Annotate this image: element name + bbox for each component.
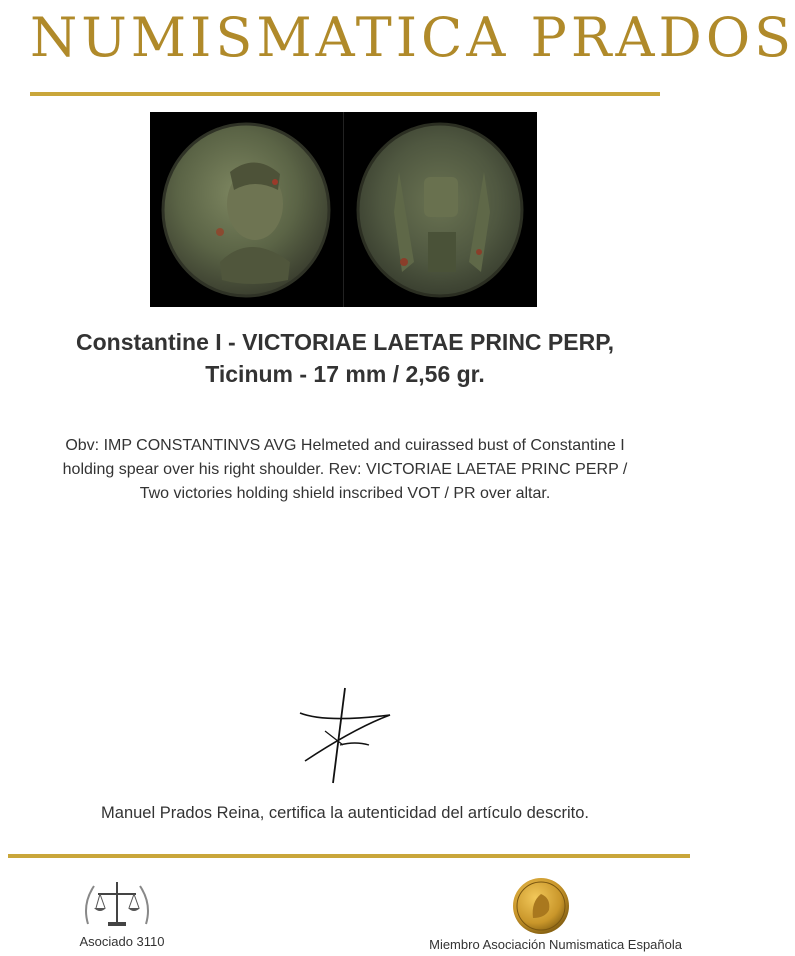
coin-title-line1: Constantine I - VICTORIAE LAETAE PRINC PERP,	[75, 329, 614, 355]
coin-description: Obv: IMP CONSTANTINVS AVG Helmeted and cuirassed bust of Constantine I holding spear over his right shoulder. Rev: VICTORIAE LAETAE PRINC PERP / Two victories holding shield inscribed VOT / PR over altar.	[62, 437, 628, 502]
associate-number: Asociado 3110	[79, 934, 165, 949]
scales-of-justice-icon	[78, 874, 156, 936]
top-gold-rule	[30, 92, 660, 96]
coin-reverse-image	[344, 112, 537, 307]
medal-icon	[511, 876, 571, 936]
coin-photo	[150, 112, 537, 307]
coin-title-line2: Ticinum - 17 mm / 2,56 gr.	[205, 361, 485, 387]
brand-header	[0, 0, 795, 90]
certification-text: Manuel Prados Reina, certifica la autenticidad del artículo descrito.	[101, 804, 589, 822]
association-membership: Miembro Asociación Numismatica Española	[429, 937, 682, 952]
signature	[285, 683, 405, 788]
coin-obverse-image	[150, 112, 343, 307]
coin-title	[20, 326, 670, 390]
bottom-gold-rule	[8, 854, 690, 858]
brand-logo-text: NUMISMATICA PRADOS	[30, 6, 795, 69]
